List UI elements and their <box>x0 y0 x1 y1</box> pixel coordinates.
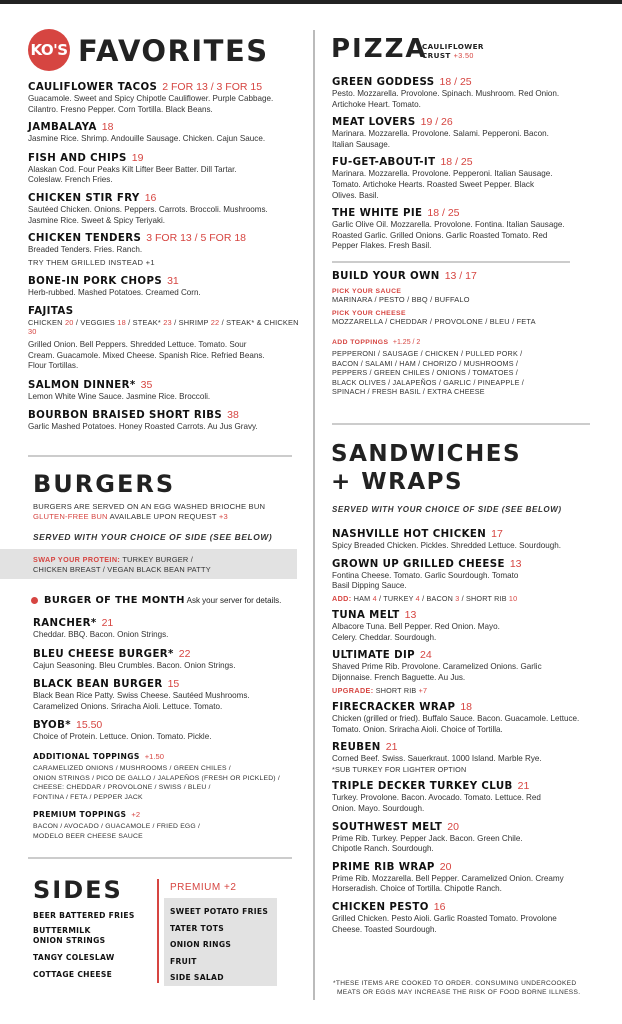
menu-item <box>28 232 300 268</box>
item-name: SALMON DINNER* <box>28 379 136 391</box>
burgers-served-note: SERVED WITH YOUR CHOICE OF SIDE (SEE BELOW) <box>33 532 273 542</box>
sandwiches-served-note: SERVED WITH YOUR CHOICE OF SIDE (SEE BELOW) <box>332 505 562 514</box>
item-price: 38 <box>227 409 239 422</box>
menu-item <box>332 701 602 735</box>
side-item: SIDE SALAD <box>170 973 224 982</box>
item-desc: Cheddar. BBQ. Bacon. Onion Strings. <box>33 630 169 639</box>
burgers-title: BURGERS <box>33 470 176 498</box>
item-name: TUNA MELT <box>332 610 400 622</box>
favorites-title: FAVORITES <box>78 34 269 68</box>
side-item: ONION RINGS <box>170 940 232 949</box>
favorites-list <box>28 81 300 433</box>
item-name: CHICKEN STIR FRY <box>28 192 140 204</box>
item-extra: TRY THEM GRILLED INSTEAD +1 <box>28 257 155 267</box>
item-price: 18 / 25 <box>439 76 472 88</box>
item-name: GROWN UP GRILLED CHEESE <box>332 558 505 570</box>
item-price: 18 / 25 <box>427 207 460 220</box>
item-name: JAMBALAYA <box>28 122 97 134</box>
section-divider <box>332 423 590 425</box>
item-name: PRIME RIB WRAP <box>332 861 435 873</box>
item-name: BONE-IN PORK CHOPS <box>28 276 163 288</box>
item-name: TRIPLE DECKER TURKEY CLUB <box>332 781 513 793</box>
item-name: BOURBON BRAISED SHORT RIBS <box>28 410 223 422</box>
item-price: 15 <box>167 678 180 691</box>
side-item: BUTTERMILK ONION STRINGS <box>33 926 106 945</box>
item-price: 20 <box>439 860 452 873</box>
item-price: 2 FOR 13 / 3 FOR 15 <box>162 81 263 93</box>
menu-item <box>28 379 300 403</box>
item-price: 20 <box>447 820 459 833</box>
pizza-list <box>332 76 594 252</box>
item-name: THE WHITE PIE <box>332 208 423 220</box>
item-desc: Albacore Tuna. Bell Pepper. Red Onion. Mayo. Celery. Cheddar. Sourdough. <box>332 622 500 642</box>
section-divider <box>332 261 570 263</box>
item-extra: *SUB TURKEY FOR LIGHTER OPTION <box>332 764 467 774</box>
item-desc: Turkey. Provolone. Bacon. Avocado. Tomato. Lettuce. Red Onion. Mayo. Sourdough. <box>332 793 541 814</box>
menu-item <box>332 821 602 855</box>
item-name: NASHVILLE HOT CHICKEN <box>332 529 487 540</box>
item-name: FIRECRACKER WRAP <box>332 702 456 714</box>
item-price: 19 / 26 <box>420 116 453 129</box>
menu-item <box>28 152 300 186</box>
ultimate-dip-upgrade: UPGRADE: SHORT RIB +7 <box>332 685 428 695</box>
item-price: 22 <box>178 647 191 660</box>
menu-item <box>28 275 300 299</box>
menu-item <box>28 81 300 115</box>
item-desc: Cajun Seasoning. Bleu Crumbles. Bacon. Onion Strings. <box>33 660 236 670</box>
menu-item <box>332 649 602 695</box>
item-name: BLACK BEAN BURGER <box>33 679 163 691</box>
item-name: REUBEN <box>332 742 381 754</box>
item-price: 24 <box>420 649 432 662</box>
premium-sides-rule <box>157 879 159 983</box>
item-desc: Marinara. Mozzarella. Provolone. Salami. Pepperoni. Bacon. Italian Sausage. <box>332 129 549 149</box>
item-name: CAULIFLOWER TACOS <box>28 82 158 93</box>
menu-item <box>33 719 295 743</box>
item-desc: Jasmine Rice. Shrimp. Andouille Sausage. Chicken. Cajun Sauce. <box>28 134 266 144</box>
item-desc: Chicken (grilled or fried). Buffalo Sauce. Bacon. Guacamole. Lettuce. Tomato. Onion. Sriracha Aioli. Choice of Tortilla. <box>332 714 580 734</box>
item-desc: Garlic Olive Oil. Mozzarella. Provolone. Fontina. Italian Sausage. Roasted Garlic. Grilled Onions. Garlic Roasted Tomato. Red Pepper Flakes. Fresh Basil. <box>332 220 565 251</box>
menu-item <box>33 648 295 672</box>
item-name: GREEN GODDESS <box>332 77 435 88</box>
side-item: COTTAGE CHEESE <box>33 970 113 979</box>
grilled-cheese-add-ons: ADD: HAM 4 / TURKEY 4 / BACON 3 / SHORT RIB 10 <box>332 593 518 603</box>
item-price: 21 <box>101 617 114 629</box>
section-divider <box>28 857 292 859</box>
menu-item <box>332 156 594 201</box>
premium-toppings: PREMIUM TOPPINGS +2 BACON / AVOCADO / GUACAMOLE / FRIED EGG / MODELO BEER CHEESE SAUCE <box>33 810 201 840</box>
side-item: TANGY COLESLAW <box>33 953 115 962</box>
item-price: 35 <box>140 378 153 391</box>
item-desc: Alaskan Cod. Four Peaks Kilt Lifter Beer Batter. Dill Tartar. Coleslaw. French Fries. <box>28 164 237 185</box>
item-price: 3 FOR 13 / 5 FOR 18 <box>146 232 247 245</box>
item-desc: Choice of Protein. Lettuce. Onion. Tomato. Pickle. <box>33 732 212 742</box>
kos-logo: KO'S <box>28 29 70 71</box>
item-desc: Lemon White Wine Sauce. Jasmine Rice. Broccoli. <box>28 391 211 401</box>
item-price: 17 <box>491 528 503 540</box>
bullet-dot-icon <box>31 597 38 604</box>
item-price: 13 <box>404 609 417 622</box>
menu-item <box>332 901 602 935</box>
item-desc: Breaded Tenders. Fries. Ranch. <box>28 245 143 255</box>
swap-protein-text: SWAP YOUR PROTEIN: TURKEY BURGER / CHICKEN BREAST / VEGAN BLACK BEAN PATTY <box>33 555 211 574</box>
item-price: 16 <box>144 191 157 204</box>
menu-item <box>332 116 594 150</box>
item-name: CHICKEN TENDERS <box>28 233 142 245</box>
item-price: 18 <box>101 121 114 134</box>
side-item: TATER TOTS <box>170 923 225 933</box>
item-desc: Sautéed Chicken. Onions. Peppers. Carrots. Broccoli. Mushrooms. Jasmine Rice. Sweet & Spicy Teriyaki. <box>28 204 268 225</box>
menu-item <box>332 528 602 552</box>
menu-item <box>332 207 594 252</box>
menu-item <box>332 558 602 604</box>
item-desc: Guacamole. Sweet and Spicy Chipotle Cauliflower. Purple Cabbage. Cilantro. Fresno Pepper. Corn Tortilla. Black Beans. <box>28 94 274 114</box>
item-name: MEAT LOVERS <box>332 117 416 129</box>
sides-list <box>33 911 151 979</box>
sandwiches-list <box>332 528 602 935</box>
sides-title: SIDES <box>33 876 123 904</box>
menu-item <box>332 609 602 643</box>
item-name: FISH AND CHIPS <box>28 152 127 164</box>
menu-item <box>28 409 300 433</box>
item-name: CHICKEN PESTO <box>332 902 429 913</box>
item-price: 31 <box>167 275 179 288</box>
side-item: BEER BATTERED FRIES <box>33 911 135 920</box>
item-price: 19 <box>131 151 144 164</box>
food-safety-disclaimer: *THESE ITEMS ARE COOKED TO ORDER. CONSUMING UNDERCOOKED MEATS OR EGGS MAY INCREASE THE RISK OF FOOD BORNE ILLNESS. <box>333 980 581 996</box>
menu-item <box>33 678 295 712</box>
item-desc: Grilled Chicken. Pesto Aioli. Garlic Roasted Tomato. Provolone Cheese. Toasted Sourdough. <box>332 914 557 934</box>
sandwiches-title: SANDWICHES + WRAPS <box>331 441 522 495</box>
premium-sides-label: PREMIUM +2 <box>170 882 237 893</box>
item-desc: Pesto. Mozzarella. Provolone. Spinach. Mushroom. Red Onion. Artichoke Heart. Tomato. <box>332 89 560 109</box>
column-divider <box>313 30 315 1000</box>
burger-of-the-month: BURGER OF THE MONTH Ask your server for details. <box>31 594 281 607</box>
burgers-bun-note: BURGERS ARE SERVED ON AN EGG WASHED BRIOCHE BUN <box>33 502 266 511</box>
item-price: 21 <box>385 741 398 754</box>
menu-item <box>332 861 602 895</box>
menu-item <box>28 192 300 226</box>
burgers-list <box>33 617 295 842</box>
menu-item <box>28 305 300 372</box>
cauliflower-crust-option: CAULIFLOWER CRUST +3.50 <box>422 42 484 60</box>
item-price: 16 <box>433 901 446 913</box>
item-name: ULTIMATE DIP <box>332 650 416 662</box>
menu-item <box>28 121 300 145</box>
pizza-title: PIZZA <box>331 34 428 64</box>
item-price: 15.50 <box>75 719 103 732</box>
menu-item <box>332 741 602 774</box>
item-desc: Prime Rib. Turkey. Pepper Jack. Bacon. Green Chile. Chipotle Ranch. Sourdough. <box>332 833 523 854</box>
item-desc: Spicy Breaded Chicken. Pickles. Shredded Lettuce. Sourdough. <box>332 541 562 550</box>
item-desc: Garlic Mashed Potatoes. Honey Roasted Carrots. Au Jus Gravy. <box>28 422 258 432</box>
fajitas-options: CHICKEN 20 / VEGGIES 18 / STEAK* 23 / SHRIMP 22 / STEAK* & CHICKEN 30 <box>28 317 299 337</box>
item-price: 18 <box>460 701 472 714</box>
side-item: SWEET POTATO FRIES <box>170 907 269 916</box>
item-price: 21 <box>517 780 530 793</box>
item-desc: Fontina Cheese. Tomato. Garlic Sourdough. Tomato Basil Dipping Sauce. <box>332 570 519 591</box>
section-divider <box>28 455 292 457</box>
item-name: FU-GET-ABOUT-IT <box>332 157 436 169</box>
item-desc: Corned Beef. Swiss. Sauerkraut. 1000 Island. Marble Rye. <box>332 754 542 764</box>
gluten-free-label: GLUTEN-FREE BUN <box>33 512 108 521</box>
item-name: FAJITAS <box>28 305 74 317</box>
item-desc: Marinara. Mozzarella. Provolone. Pepperoni. Italian Sausage. Tomato. Artichoke Hearts. Roasted Sweet Pepper. Black Olives. Basil. <box>332 169 553 200</box>
menu-item <box>332 76 594 110</box>
item-desc: Black Bean Rice Patty. Swiss Cheese. Sautéed Mushrooms. Caramelized Onions. Sriracha Aioli. Lettuce. Tomato. <box>33 691 250 711</box>
item-name: SOUTHWEST MELT <box>332 821 443 833</box>
side-item: FRUIT <box>170 956 197 966</box>
item-price: 13 <box>509 557 522 570</box>
item-name: BLEU CHEESE BURGER* <box>33 648 174 660</box>
item-desc: Shaved Prime Rib. Provolone. Caramelized Onions. Garlic Dijonnaise. French Baguette. Au Jus. <box>332 662 542 683</box>
premium-sides-list <box>170 907 268 982</box>
additional-toppings: ADDITIONAL TOPPINGS +1.50 CARAMELIZED ONIONS / MUSHROOMS / GREEN CHILES / ONION STRINGS / PICO DE GALLO / JALAPEÑOS (FRESH OR PICKLED) / CHEESE: CHEDDAR / PROVOLONE / SWISS / BLEU / FONTINA / FETA / PEPPER JACK <box>33 751 280 801</box>
menu-item <box>33 617 295 641</box>
item-price: 18 / 25 <box>440 156 473 169</box>
item-name: RANCHER* <box>33 618 97 629</box>
item-desc: Prime Rib. Mozzarella. Bell Pepper. Caramelized Onion. Creamy Horseradish. Choice of Tortilla. Chipotle Ranch. <box>332 873 564 894</box>
item-desc: Herb-rubbed. Mashed Potatoes. Creamed Corn. <box>28 288 201 298</box>
item-desc: Grilled Onion. Bell Peppers. Shredded Lettuce. Tomato. Sour Cream. Guacamole. Mixed Cheese. Spanish Rice. Refried Beans. Flour Tortillas. <box>28 339 265 371</box>
menu-item <box>332 780 602 814</box>
top-border <box>0 0 622 4</box>
build-your-own: BUILD YOUR OWN 13 / 17 PICK YOUR SAUCE MARINARA / PESTO / BBQ / BUFFALO PICK YOUR CHEESE MOZZARELLA / CHEDDAR / PROVOLONE / BLEU / FETA ADD TOPPINGS +1.25 / 2 PEPPERONI / SAUSAGE / CHICKEN / PULLED PORK / BACON / SALAMI / HAM / CHORIZO / MUSHROOMS / PEPPERS / GREEN CHILES / ONIONS / TOMATOES / BLACK OLIVES / JALAPEÑOS / GARLIC / PINEAPPLE / SPINACH / FRESH BASIL / EXTRA CHEESE <box>332 270 536 397</box>
item-name: BYOB* <box>33 720 71 732</box>
burgers-intro: BURGERS ARE SERVED ON AN EGG WASHED BRIOCHE BUN GLUTEN-FREE BUN AVAILABLE UPON REQUEST +3 <box>33 502 303 522</box>
